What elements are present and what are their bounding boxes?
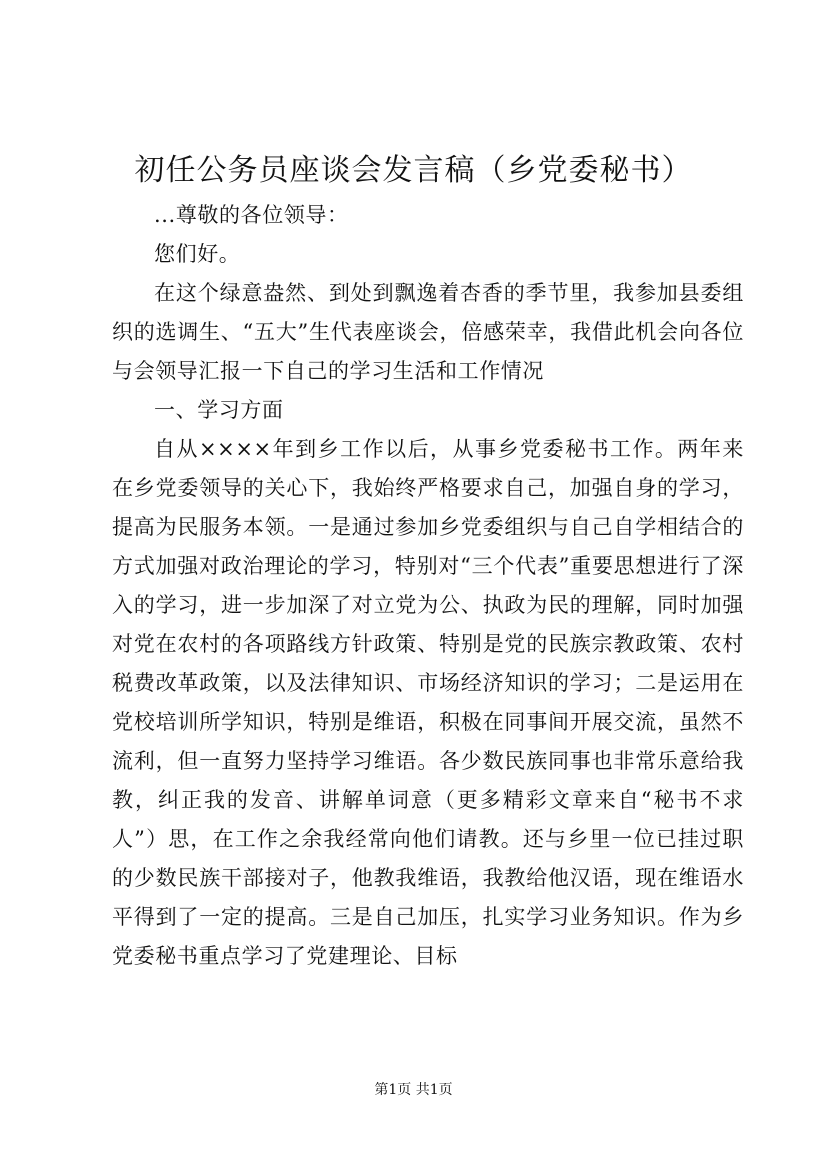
- greeting: 您们好。: [154, 242, 241, 266]
- paragraph-intro: 在这个绿意盎然、到处到飘逸着杏香的季节里，我参加县委组织的选调生、“五大”生代表座谈会，倍感荣幸，我借此机会向各位与会领导汇报一下自己的学习生活和工作情况: [112, 281, 744, 383]
- section-heading-study: 一、学习方面: [154, 398, 284, 422]
- document-body: [112, 196, 744, 976]
- page-footer: 第1页 共1页: [374, 1082, 453, 1098]
- paragraph-study: 自从××××年到乡工作以后，从事乡党委秘书工作。两年来在乡党委领导的关心下，我始终严格要求自己，加强自身的学习，提高为民服务本领。一是通过参加乡党委组织与自己自学相结合的方式加强对政治理论的学习，特别对“三个代表”重要思想进行了深入的学习，进一步加深了对立党为公、执政为民的理解，同时加强对党在农村的各项路线方针政策、特别是党的民族宗教政策、农村税费改革政策，以及法律知识、市场经济知识的学习；二是运用在党校培训所学知识，特别是维语，积极在同事间开展交流，虽然不流利，但一直努力坚持学习维语。各少数民族同事也非常乐意给我教，纠正我的发音、讲解单词意（更多精彩文章来自“秘书不求人”）思，在工作之余我经常向他们请教。还与乡里一位已挂过职的少数民族干部接对子，他教我维语，我教给他汉语，现在维语水平得到了一定的提高。三是自己加压，扎实学习业务知识。作为乡党委秘书重点学习了党建理论、目标: [112, 437, 744, 968]
- document-title: 初任公务员座谈会发言稿（乡党委秘书）: [134, 153, 693, 188]
- salutation: ...尊敬的各位领导：: [154, 203, 349, 227]
